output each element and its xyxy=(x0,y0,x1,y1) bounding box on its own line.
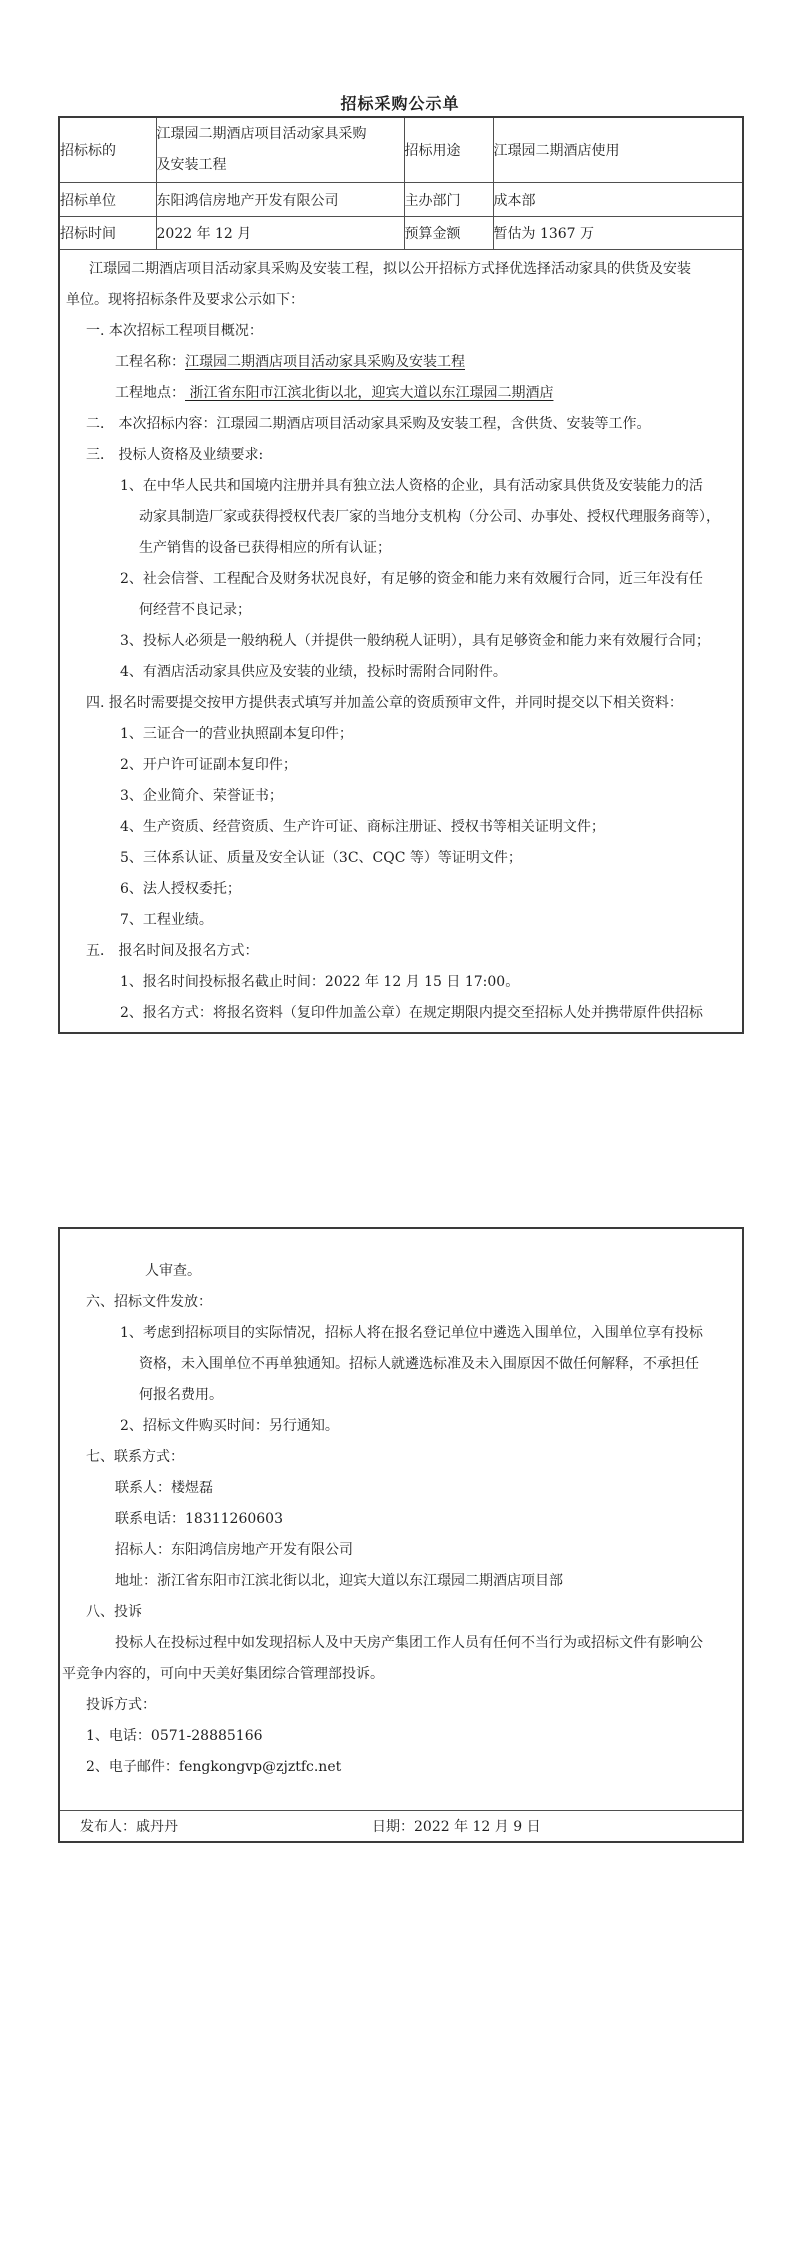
body-line: 2、招标文件购买时间：另行通知。 xyxy=(120,1418,339,1434)
body-line: 2、报名方式：将报名资料（复印件加盖公章）在规定期限内提交至招标人处并携带原件供招标 xyxy=(120,1004,703,1021)
notice-body-page1 xyxy=(59,250,743,1034)
bid-unit-value: 东阳鸿信房地产开发有限公司 xyxy=(156,183,404,217)
line-text: 工程名称： xyxy=(115,353,185,370)
bid-time-value: 2022 年 12 月 xyxy=(156,217,404,250)
body-line: 1、三证合一的营业执照副本复印件； xyxy=(120,725,353,742)
body-line: 4、有酒店活动家具供应及安装的业绩，投标时需附合同附件。 xyxy=(120,663,507,680)
table-row xyxy=(59,117,743,183)
body-line: 一. 本次招标工程项目概况： xyxy=(86,322,263,339)
publish-date-text: 日期：2022 年 12 月 9 日 xyxy=(372,1819,541,1835)
bid-subject-value-line1: 江璟园二期酒店项目活动家具采购 xyxy=(156,126,367,142)
line-text: 工程地点： xyxy=(115,384,185,401)
body-line: 资格，未入围单位不再单独通知。招标人就遴选标准及未入围原因不做任何解释，不承担任 xyxy=(139,1356,699,1372)
body-line: 八、投诉 xyxy=(86,1604,142,1620)
body-line: 2、电子邮件：fengkongvp@zjztfc.net xyxy=(86,1759,342,1775)
underlined-text: 江璟园二期酒店项目活动家具采购及安装工程 xyxy=(185,353,465,370)
body-line: 动家具制造厂家或获得授权代表厂家的当地分支机构（分公司、办事处、授权代理服务商等）， xyxy=(139,508,720,525)
body-line: 投标人在投标过程中如发现招标人及中天房产集团工作人员有任何不当行为或招标文件有影响公 xyxy=(115,1635,703,1651)
host-dept-label: 主办部门 xyxy=(404,183,493,217)
body-line: 联系电话：18311260603 xyxy=(115,1511,283,1527)
bid-notice-table-page2 xyxy=(58,1227,744,1843)
body-line: 何报名费用。 xyxy=(139,1387,223,1403)
table-row xyxy=(59,250,743,1034)
table-row xyxy=(59,183,743,217)
body-line: 6、法人授权委托； xyxy=(120,880,241,897)
body-line: 二． 本次招标内容：江璟园二期酒店项目活动家具采购及安装工程，含供货、安装等工作。 xyxy=(86,415,651,432)
body-line: 5、三体系认证、质量及安全认证（3C、CQC 等）等证明文件； xyxy=(120,849,522,866)
body-line: 平竞争内容的，可向中天美好集团综合管理部投诉。 xyxy=(62,1666,384,1682)
host-dept-value: 成本部 xyxy=(493,183,743,217)
body-line: 人审查。 xyxy=(145,1263,201,1279)
body-line: 单位。现将招标条件及要求公示如下： xyxy=(66,291,304,308)
body-line: 生产销售的设备已获得相应的所有认证； xyxy=(139,539,391,556)
body-line: 3、投标人必须是一般纳税人（并提供一般纳税人证明），具有足够资金和能力来有效履行合同； xyxy=(120,632,710,649)
body-line: 7、工程业绩。 xyxy=(120,911,213,928)
body-line: 江璟园二期酒店项目活动家具采购及安装工程，拟以公开招标方式择优选择活动家具的供货及安装 xyxy=(89,260,691,277)
body-line: 招标人：东阳鸿信房地产开发有限公司 xyxy=(115,1542,353,1558)
body-line: 联系人：楼煜磊 xyxy=(115,1480,213,1496)
body-line: 1、在中华人民共和国境内注册并具有独立法人资格的企业，具有活动家具供货及安装能力的活 xyxy=(120,477,703,494)
table-row xyxy=(59,1228,743,1811)
bid-subject-value-line2: 及安装工程 xyxy=(156,157,227,173)
body-line: 七、联系方式： xyxy=(86,1449,184,1465)
body-line: 四. 报名时需要提交按甲方提供表式填写并加盖公章的资质预审文件，并同时提交以下相关资料： xyxy=(86,694,683,711)
body-line xyxy=(60,378,742,409)
bid-time-label: 招标时间 xyxy=(59,217,156,250)
body-line: 1、电话：0571-28885166 xyxy=(86,1728,263,1744)
body-line: 2、社会信誉、工程配合及财务状况良好，有足够的资金和能力来有效履行合同，近三年没有任 xyxy=(120,570,703,587)
table-row xyxy=(59,217,743,250)
table-row xyxy=(59,1811,743,1843)
bid-unit-label: 招标单位 xyxy=(59,183,156,217)
body-line: 何经营不良记录； xyxy=(139,601,251,618)
body-line: 1、报名时间投标报名截止时间：2022 年 12 月 15 日 17:00。 xyxy=(120,973,520,990)
body-line: 地址：浙江省东阳市江滨北街以北，迎宾大道以东江璟园二期酒店项目部 xyxy=(115,1573,563,1589)
body-line: 1、考虑到招标项目的实际情况，招标人将在报名登记单位中遴选入围单位，入围单位享有投标 xyxy=(120,1325,703,1341)
bid-purpose-label: 招标用途 xyxy=(404,117,493,183)
bid-subject-value xyxy=(156,117,404,183)
bid-notice-table-page1 xyxy=(58,116,744,1034)
footer-row xyxy=(59,1811,743,1843)
body-line: 投诉方式： xyxy=(86,1697,156,1713)
body-line: 2、开户许可证副本复印件； xyxy=(120,756,297,773)
notice-body-page2 xyxy=(59,1228,743,1811)
bid-purpose-value: 江璟园二期酒店使用 xyxy=(493,117,743,183)
body-line xyxy=(60,347,742,378)
publisher-text: 发布人：戚丹丹 xyxy=(80,1819,178,1835)
page-title: 招标采购公示单 xyxy=(340,94,460,113)
body-line: 六、招标文件发放： xyxy=(86,1294,212,1310)
body-line: 4、生产资质、经营资质、生产许可证、商标注册证、授权书等相关证明文件； xyxy=(120,818,605,835)
underlined-text: 浙江省东阳市江滨北街以北，迎宾大道以东江璟园二期酒店 xyxy=(185,384,554,401)
body-line: 五． 报名时间及报名方式： xyxy=(86,942,259,959)
bid-subject-label: 招标标的 xyxy=(59,117,156,183)
budget-value: 暂估为 1367 万 xyxy=(493,217,743,250)
body-line: 3、企业简介、荣誉证书； xyxy=(120,787,283,804)
body-line: 三． 投标人资格及业绩要求: xyxy=(86,446,264,463)
budget-label: 预算金额 xyxy=(404,217,493,250)
